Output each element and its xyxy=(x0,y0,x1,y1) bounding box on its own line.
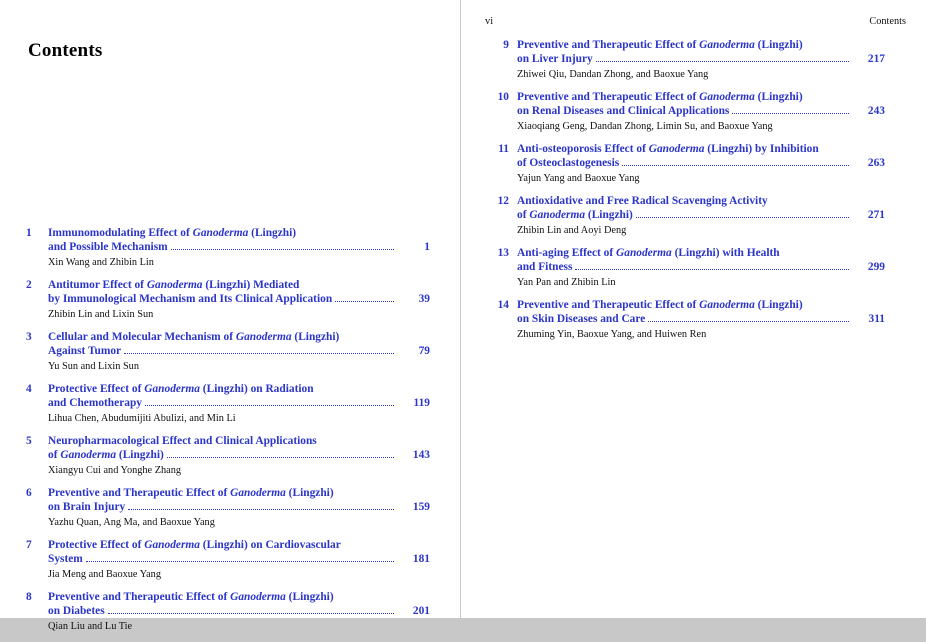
toc-title-row xyxy=(517,208,885,222)
toc-entry-title-block xyxy=(517,246,885,289)
toc-entry-line-1 xyxy=(26,434,430,477)
toc-list-right xyxy=(485,38,885,350)
toc-entry-subtitle: and Chemotherapy xyxy=(48,397,142,409)
toc-entry-line-1 xyxy=(485,194,885,237)
toc-leader-dots xyxy=(575,269,849,270)
toc-entry[interactable] xyxy=(26,434,430,477)
toc-chapter-number: 3 xyxy=(26,331,32,343)
toc-entry-subtitle: Against Tumor xyxy=(48,345,122,357)
toc-entry-title: Preventive and Therapeutic Effect of Ganoderma (Lingzhi) xyxy=(517,39,803,51)
toc-page-number: 263 xyxy=(867,157,885,169)
toc-entry-subtitle: System xyxy=(48,553,83,565)
toc-leader-dots xyxy=(145,405,394,406)
toc-page-number: 143 xyxy=(412,449,430,461)
toc-page-number: 243 xyxy=(867,105,885,117)
toc-title-row xyxy=(517,156,885,170)
toc-entry-title: Immunomodulating Effect of Ganoderma (Lingzhi) xyxy=(48,227,297,239)
toc-chapter-number: 5 xyxy=(26,435,32,447)
toc-title-row xyxy=(48,590,430,604)
toc-entry-line-1 xyxy=(26,590,430,633)
toc-title-row xyxy=(48,434,430,448)
toc-entry-title-block xyxy=(48,538,430,581)
toc-page-number: 299 xyxy=(867,261,885,273)
toc-entry-line-1 xyxy=(26,226,430,269)
toc-title-row xyxy=(517,312,885,326)
toc-entry-title-block xyxy=(517,298,885,341)
toc-entry-authors: Yan Pan and Zhibin Lin xyxy=(517,276,616,288)
toc-title-row xyxy=(48,382,430,396)
toc-entry-title-block xyxy=(517,90,885,133)
toc-entry-title: Protective Effect of Ganoderma (Lingzhi) on Cardiovascular xyxy=(48,539,341,551)
toc-entry-line-1 xyxy=(26,538,430,581)
toc-entry-subtitle: on Diabetes xyxy=(48,605,105,617)
toc-title-row xyxy=(517,104,885,118)
toc-entry-line-1 xyxy=(485,38,885,81)
toc-entry-title-block xyxy=(517,142,885,185)
toc-chapter-number: 2 xyxy=(26,279,32,291)
toc-title-row xyxy=(48,538,430,552)
left-page xyxy=(0,0,461,632)
toc-page-number: 1 xyxy=(424,241,430,253)
toc-leader-dots xyxy=(167,457,394,458)
toc-title-row xyxy=(48,448,430,462)
toc-title-row xyxy=(517,194,885,208)
toc-title-row xyxy=(48,226,430,240)
toc-entry[interactable] xyxy=(26,486,430,529)
toc-entry[interactable] xyxy=(485,246,885,289)
toc-entry-title: Protective Effect of Ganoderma (Lingzhi) on Radiation xyxy=(48,383,314,395)
toc-chapter-number: 12 xyxy=(497,195,509,207)
toc-entry-title: Antioxidative and Free Radical Scavenging Activity xyxy=(517,195,768,207)
toc-page-number: 181 xyxy=(412,553,430,565)
toc-chapter-number: 8 xyxy=(26,591,32,603)
toc-title-row xyxy=(517,52,885,66)
toc-entry[interactable] xyxy=(26,382,430,425)
toc-entry-title: Preventive and Therapeutic Effect of Ganoderma (Lingzhi) xyxy=(517,299,803,311)
toc-chapter-number: 11 xyxy=(498,143,509,155)
toc-leader-dots xyxy=(108,613,394,614)
toc-title-row xyxy=(48,552,430,566)
toc-entry-line-1 xyxy=(485,246,885,289)
toc-entry[interactable] xyxy=(26,226,430,269)
toc-entry-line-1 xyxy=(485,142,885,185)
toc-leader-dots xyxy=(128,509,394,510)
toc-chapter-number: 7 xyxy=(26,539,32,551)
toc-entry-line-1 xyxy=(485,90,885,133)
toc-entry-authors: Lihua Chen, Abudumijiti Abulizi, and Min Li xyxy=(48,412,236,424)
toc-title-row xyxy=(48,292,430,306)
running-head-title: Contents xyxy=(869,16,906,27)
toc-entry-authors: Zhibin Lin and Lixin Sun xyxy=(48,308,154,320)
toc-title-row xyxy=(517,142,885,156)
toc-entry-authors: Qian Liu and Lu Tie xyxy=(48,620,133,632)
toc-page-number: 311 xyxy=(868,313,885,325)
toc-entry-subtitle: of Ganoderma (Lingzhi) xyxy=(48,449,164,461)
toc-entry-title-block xyxy=(48,226,430,269)
toc-entry-authors: Zhuming Yin, Baoxue Yang, and Huiwen Ren xyxy=(517,328,707,340)
toc-entry-title-block xyxy=(48,486,430,529)
toc-leader-dots xyxy=(86,561,394,562)
toc-entry-title-block xyxy=(517,194,885,237)
toc-entry[interactable] xyxy=(485,194,885,237)
toc-entry[interactable] xyxy=(485,142,885,185)
toc-entry-authors: Zhibin Lin and Aoyi Deng xyxy=(517,224,627,236)
toc-entry-subtitle: of Ganoderma (Lingzhi) xyxy=(517,209,633,221)
toc-chapter-number: 10 xyxy=(497,91,509,103)
toc-title-row xyxy=(517,298,885,312)
toc-leader-dots xyxy=(171,249,394,250)
toc-leader-dots xyxy=(648,321,849,322)
toc-title-row xyxy=(517,246,885,260)
toc-entry-subtitle: and Possible Mechanism xyxy=(48,241,168,253)
toc-entry-title: Preventive and Therapeutic Effect of Ganoderma (Lingzhi) xyxy=(48,487,334,499)
toc-title-row xyxy=(48,278,430,292)
toc-entry-title-block xyxy=(48,434,430,477)
toc-leader-dots xyxy=(335,301,394,302)
toc-entry-subtitle: on Skin Diseases and Care xyxy=(517,313,646,325)
toc-leader-dots xyxy=(622,165,849,166)
toc-page-number: 217 xyxy=(867,53,885,65)
toc-entry-line-1 xyxy=(26,486,430,529)
toc-page-number: 119 xyxy=(413,397,430,409)
toc-title-row xyxy=(517,260,885,274)
toc-title-row xyxy=(48,344,430,358)
toc-entry-authors: Xiaoqiang Geng, Dandan Zhong, Limin Su, and Baoxue Yang xyxy=(517,120,773,132)
toc-entry[interactable] xyxy=(26,590,430,633)
toc-entry-subtitle: by Immunological Mechanism and Its Clinical Application xyxy=(48,293,333,305)
toc-entry-title-block xyxy=(48,590,430,633)
toc-entry-title: Cellular and Molecular Mechanism of Ganoderma (Lingzhi) xyxy=(48,331,340,343)
toc-entry-title-block xyxy=(48,382,430,425)
toc-title-row xyxy=(517,38,885,52)
folio-number: vi xyxy=(485,16,494,27)
toc-entry-title: Preventive and Therapeutic Effect of Ganoderma (Lingzhi) xyxy=(517,91,803,103)
toc-entry-title-block xyxy=(48,278,430,321)
toc-entry-title: Anti-aging Effect of Ganoderma (Lingzhi) with Health xyxy=(517,247,780,259)
toc-entry-title: Preventive and Therapeutic Effect of Ganoderma (Lingzhi) xyxy=(48,591,334,603)
toc-leader-dots xyxy=(636,217,849,218)
toc-entry-title-block xyxy=(517,38,885,81)
toc-title-row xyxy=(48,330,430,344)
toc-leader-dots xyxy=(124,353,394,354)
right-page xyxy=(461,0,926,618)
running-head xyxy=(485,16,906,27)
toc-page-number: 201 xyxy=(412,605,430,617)
toc-list-left xyxy=(26,226,430,642)
toc-entry-authors: Xiangyu Cui and Yonghe Zhang xyxy=(48,464,181,476)
toc-entry-subtitle: on Liver Injury xyxy=(517,53,593,65)
toc-entry-subtitle: on Renal Diseases and Clinical Applications xyxy=(517,105,730,117)
toc-entry-authors: Zhiwei Qiu, Dandan Zhong, and Baoxue Yang xyxy=(517,68,709,80)
toc-entry[interactable] xyxy=(485,38,885,81)
toc-entry-subtitle: on Brain Injury xyxy=(48,501,126,513)
toc-entry-title-block xyxy=(48,330,430,373)
toc-chapter-number: 1 xyxy=(26,227,32,239)
toc-leader-dots xyxy=(732,113,849,114)
page-title: Contents xyxy=(28,40,103,61)
toc-entry-subtitle: of Osteoclastogenesis xyxy=(517,157,620,169)
toc-title-row xyxy=(517,90,885,104)
toc-title-row xyxy=(48,486,430,500)
toc-page-number: 159 xyxy=(412,501,430,513)
toc-chapter-number: 9 xyxy=(503,39,509,51)
toc-entry[interactable] xyxy=(26,330,430,373)
toc-entry[interactable] xyxy=(485,298,885,341)
toc-title-row xyxy=(48,604,430,618)
toc-entry-authors: Yu Sun and Lixin Sun xyxy=(48,360,139,372)
toc-entry-title: Antitumor Effect of Ganoderma (Lingzhi) Mediated xyxy=(48,279,300,291)
toc-entry[interactable] xyxy=(26,278,430,321)
toc-entry-authors: Jia Meng and Baoxue Yang xyxy=(48,568,161,580)
toc-title-row xyxy=(48,396,430,410)
toc-entry-authors: Xin Wang and Zhibin Lin xyxy=(48,256,154,268)
toc-entry-title: Anti-osteoporosis Effect of Ganoderma (Lingzhi) by Inhibition xyxy=(517,143,819,155)
toc-entry-authors: Yazhu Quan, Ang Ma, and Baoxue Yang xyxy=(48,516,215,528)
toc-leader-dots xyxy=(596,61,849,62)
toc-entry[interactable] xyxy=(26,538,430,581)
toc-chapter-number: 14 xyxy=(497,299,509,311)
toc-chapter-number: 4 xyxy=(26,383,32,395)
toc-entry-line-1 xyxy=(26,330,430,373)
toc-chapter-number: 6 xyxy=(26,487,32,499)
toc-entry[interactable] xyxy=(485,90,885,133)
toc-title-row xyxy=(48,240,430,254)
toc-entry-authors: Yajun Yang and Baoxue Yang xyxy=(517,172,640,184)
toc-page-number: 271 xyxy=(867,209,885,221)
toc-entry-title: Neuropharmacological Effect and Clinical Applications xyxy=(48,435,317,447)
toc-chapter-number: 13 xyxy=(497,247,509,259)
toc-title-row xyxy=(48,500,430,514)
toc-entry-line-1 xyxy=(485,298,885,341)
toc-page-number: 79 xyxy=(418,345,430,357)
toc-page-number: 39 xyxy=(418,293,430,305)
toc-entry-line-1 xyxy=(26,278,430,321)
toc-entry-line-1 xyxy=(26,382,430,425)
toc-entry-subtitle: and Fitness xyxy=(517,261,573,273)
